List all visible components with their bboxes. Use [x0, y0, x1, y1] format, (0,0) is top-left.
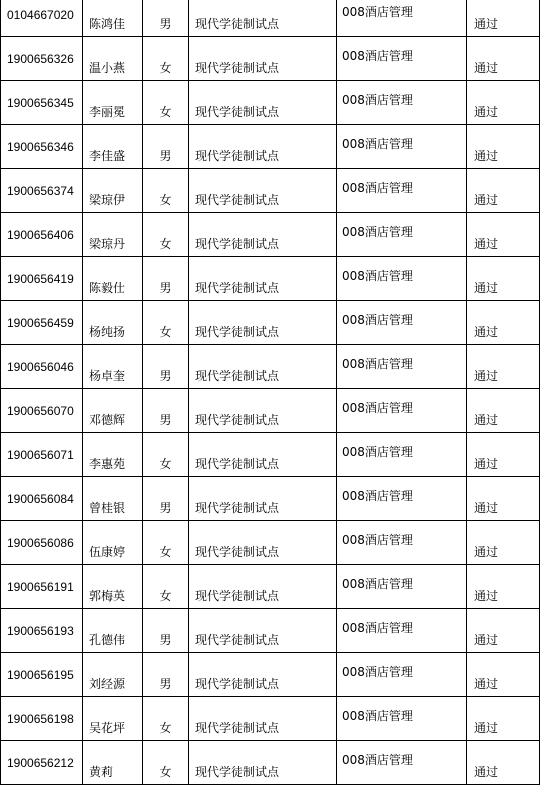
gender-cell: 女	[143, 697, 189, 741]
major-cell: 008酒店管理	[337, 477, 467, 521]
table-row	[1, 741, 540, 785]
student-id-cell: 1900656198	[1, 697, 83, 741]
result-cell: 通过	[467, 477, 540, 521]
student-name-cell: 曾桂银	[83, 477, 143, 521]
student-id-cell: 1900656046	[1, 345, 83, 389]
program-type-cell: 现代学徒制试点	[189, 697, 337, 741]
student-name-cell: 郭梅英	[83, 565, 143, 609]
student-id-cell: 1900656346	[1, 125, 83, 169]
result-cell: 通过	[467, 741, 540, 785]
program-type-cell: 现代学徒制试点	[189, 521, 337, 565]
result-cell: 通过	[467, 37, 540, 81]
program-type-cell: 现代学徒制试点	[189, 741, 337, 785]
gender-cell: 女	[143, 433, 189, 477]
major-cell: 008酒店管理	[337, 697, 467, 741]
result-cell: 通过	[467, 0, 540, 37]
program-type-cell: 现代学徒制试点	[189, 0, 337, 37]
gender-cell: 男	[143, 345, 189, 389]
program-type-cell: 现代学徒制试点	[189, 345, 337, 389]
table-row	[1, 169, 540, 213]
student-id-cell: 1900656070	[1, 389, 83, 433]
major-cell: 008酒店管理	[337, 609, 467, 653]
program-type-cell: 现代学徒制试点	[189, 169, 337, 213]
student-name-cell: 梁琼丹	[83, 213, 143, 257]
program-type-cell: 现代学徒制试点	[189, 565, 337, 609]
table-row	[1, 433, 540, 477]
gender-cell: 女	[143, 213, 189, 257]
student-name-cell: 杨卓奎	[83, 345, 143, 389]
table-row	[1, 389, 540, 433]
student-id-cell: 1900656191	[1, 565, 83, 609]
major-cell: 008酒店管理	[337, 301, 467, 345]
student-name-cell: 李丽冕	[83, 81, 143, 125]
program-type-cell: 现代学徒制试点	[189, 477, 337, 521]
student-name-cell: 杨纯扬	[83, 301, 143, 345]
gender-cell: 女	[143, 37, 189, 81]
result-cell: 通过	[467, 565, 540, 609]
gender-cell: 女	[143, 521, 189, 565]
major-cell: 008酒店管理	[337, 169, 467, 213]
major-cell: 008酒店管理	[337, 125, 467, 169]
major-cell: 008酒店管理	[337, 257, 467, 301]
program-type-cell: 现代学徒制试点	[189, 257, 337, 301]
result-cell: 通过	[467, 125, 540, 169]
student-id-cell: 1900656406	[1, 213, 83, 257]
student-name-cell: 邓德辉	[83, 389, 143, 433]
gender-cell: 男	[143, 0, 189, 37]
student-id-cell: 1900656086	[1, 521, 83, 565]
student-id-cell: 1900656419	[1, 257, 83, 301]
table-row	[1, 257, 540, 301]
major-cell: 008酒店管理	[337, 37, 467, 81]
program-type-cell: 现代学徒制试点	[189, 81, 337, 125]
result-cell: 通过	[467, 257, 540, 301]
result-cell: 通过	[467, 521, 540, 565]
student-id-cell: 1900656071	[1, 433, 83, 477]
major-cell: 008酒店管理	[337, 389, 467, 433]
major-cell: 008酒店管理	[337, 0, 467, 37]
student-name-cell: 刘经源	[83, 653, 143, 697]
gender-cell: 男	[143, 125, 189, 169]
result-cell: 通过	[467, 301, 540, 345]
major-cell: 008酒店管理	[337, 521, 467, 565]
result-cell: 通过	[467, 697, 540, 741]
student-name-cell: 伍康婷	[83, 521, 143, 565]
program-type-cell: 现代学徒制试点	[189, 301, 337, 345]
student-name-cell: 温小燕	[83, 37, 143, 81]
student-name-cell: 陈鸿佳	[83, 0, 143, 37]
gender-cell: 女	[143, 169, 189, 213]
gender-cell: 男	[143, 477, 189, 521]
table-row	[1, 0, 540, 37]
result-cell: 通过	[467, 609, 540, 653]
result-cell: 通过	[467, 653, 540, 697]
student-id-cell: 1900656195	[1, 653, 83, 697]
table-row	[1, 125, 540, 169]
program-type-cell: 现代学徒制试点	[189, 433, 337, 477]
student-id-cell: 1900656459	[1, 301, 83, 345]
result-cell: 通过	[467, 389, 540, 433]
student-name-cell: 吴花坪	[83, 697, 143, 741]
gender-cell: 女	[143, 81, 189, 125]
student-id-cell: 1900656345	[1, 81, 83, 125]
student-id-cell: 1900656084	[1, 477, 83, 521]
student-id-cell: 1900656193	[1, 609, 83, 653]
student-id-cell: 1900656326	[1, 37, 83, 81]
student-name-cell: 黄莉	[83, 741, 143, 785]
major-cell: 008酒店管理	[337, 653, 467, 697]
gender-cell: 女	[143, 301, 189, 345]
table-row	[1, 301, 540, 345]
major-cell: 008酒店管理	[337, 433, 467, 477]
table-row	[1, 609, 540, 653]
gender-cell: 男	[143, 389, 189, 433]
major-cell: 008酒店管理	[337, 565, 467, 609]
table-row	[1, 213, 540, 257]
major-cell: 008酒店管理	[337, 345, 467, 389]
major-cell: 008酒店管理	[337, 213, 467, 257]
gender-cell: 女	[143, 741, 189, 785]
result-cell: 通过	[467, 81, 540, 125]
program-type-cell: 现代学徒制试点	[189, 37, 337, 81]
program-type-cell: 现代学徒制试点	[189, 653, 337, 697]
gender-cell: 男	[143, 653, 189, 697]
result-cell: 通过	[467, 213, 540, 257]
program-type-cell: 现代学徒制试点	[189, 213, 337, 257]
major-cell: 008酒店管理	[337, 741, 467, 785]
table-row	[1, 37, 540, 81]
student-name-cell: 孔德伟	[83, 609, 143, 653]
table-row	[1, 521, 540, 565]
student-id-cell: 0104667020	[1, 0, 83, 37]
result-cell: 通过	[467, 345, 540, 389]
table-body	[1, 0, 540, 785]
major-cell: 008酒店管理	[337, 81, 467, 125]
student-name-cell: 李佳盛	[83, 125, 143, 169]
gender-cell: 男	[143, 609, 189, 653]
program-type-cell: 现代学徒制试点	[189, 125, 337, 169]
table-row	[1, 477, 540, 521]
table-row	[1, 565, 540, 609]
table-row	[1, 81, 540, 125]
gender-cell: 男	[143, 257, 189, 301]
result-cell: 通过	[467, 433, 540, 477]
student-name-cell: 陈毅仕	[83, 257, 143, 301]
gender-cell: 女	[143, 565, 189, 609]
student-id-cell: 1900656374	[1, 169, 83, 213]
student-id-cell: 1900656212	[1, 741, 83, 785]
table-row	[1, 697, 540, 741]
result-cell: 通过	[467, 169, 540, 213]
program-type-cell: 现代学徒制试点	[189, 609, 337, 653]
student-name-cell: 梁琼伊	[83, 169, 143, 213]
student-name-cell: 李惠苑	[83, 433, 143, 477]
table-row	[1, 653, 540, 697]
table-row	[1, 345, 540, 389]
program-type-cell: 现代学徒制试点	[189, 389, 337, 433]
